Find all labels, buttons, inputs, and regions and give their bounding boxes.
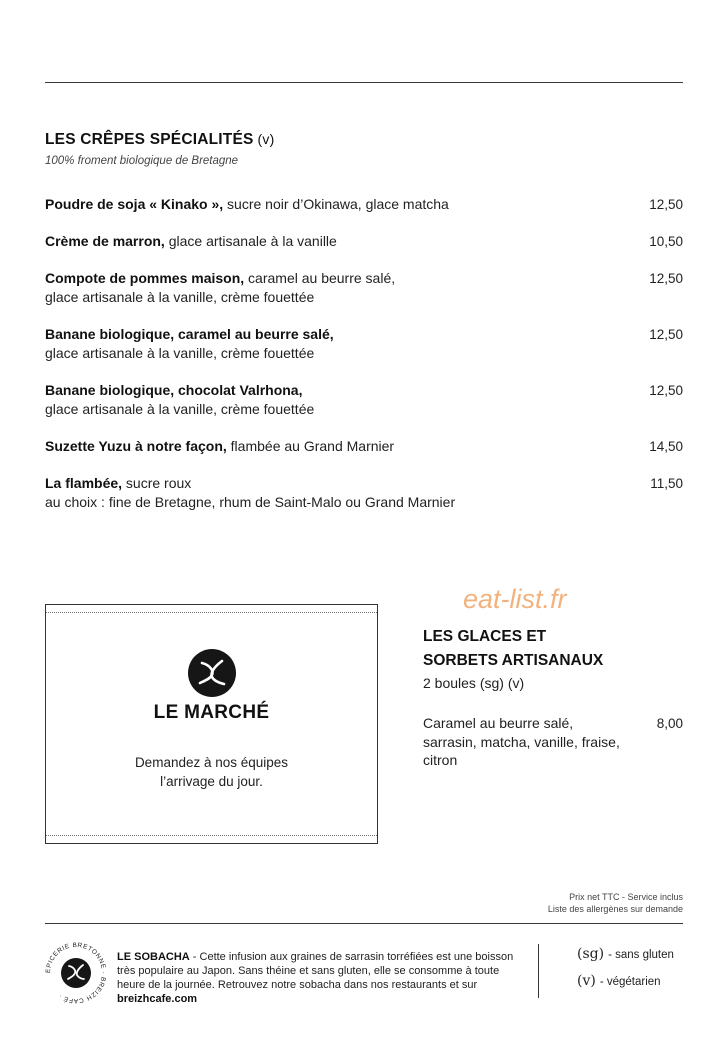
section-title <box>45 131 274 149</box>
legend-gluten-free <box>577 946 674 962</box>
footer-vertical-divider <box>538 944 539 998</box>
le-marche-line2: l’arrivage du jour. <box>160 774 263 789</box>
item-price: 14,50 <box>649 439 683 454</box>
item-description <box>45 232 605 251</box>
item-description <box>45 381 605 419</box>
glaces-description: Caramel au beurre salé, sarrasin, matcha, vanille, fraise, citron <box>423 715 620 768</box>
item-details-line2: glace artisanale à la vanille, crème fouettée <box>45 401 315 417</box>
dotted-divider <box>46 835 377 836</box>
item-price: 12,50 <box>649 197 683 212</box>
item-description <box>45 195 605 214</box>
price-note-line1: Prix net TTC - Service inclus <box>569 892 683 902</box>
menu-item <box>45 437 683 456</box>
legend-vegetarian <box>577 973 661 989</box>
glaces-title-line1: LES GLACES ET <box>423 628 547 645</box>
item-details-line2: glace artisanale à la vanille, crème fouettée <box>45 289 315 305</box>
item-name: Poudre de soja « Kinako », <box>45 196 224 212</box>
item-details: caramel au beurre salé, <box>244 270 396 286</box>
menu-item <box>45 381 683 419</box>
section-title-text: LES CRÊPES SPÉCIALITÉS <box>45 131 254 148</box>
le-marche-box <box>45 604 378 844</box>
watermark: eat-list.fr <box>463 584 567 614</box>
item-name: La flambée, <box>45 475 123 491</box>
item-name: Compote de pommes maison, <box>45 270 245 286</box>
dotted-divider <box>46 612 377 613</box>
item-description <box>45 474 605 512</box>
menu-item <box>45 325 683 363</box>
item-details: flambée au Grand Marnier <box>226 438 395 454</box>
item-details: sucre noir d’Okinawa, glace matcha <box>223 196 449 212</box>
item-description <box>45 269 605 307</box>
item-details-line2: au choix : fine de Bretagne, rhum de Saint-Malo ou Grand Marnier <box>45 494 456 510</box>
glaces-title-line2: SORBETS ARTISANAUX <box>423 652 604 669</box>
le-marche-line1: Demandez à nos équipes <box>134 755 289 770</box>
glaces-title <box>423 625 603 673</box>
item-price: 12,50 <box>649 383 683 398</box>
vegetarian-tag: (v) <box>257 131 275 147</box>
item-description <box>45 325 605 363</box>
section-subtitle: 100% froment biologique de Bretagne <box>45 155 239 167</box>
sobacha-description <box>117 950 517 1006</box>
menu-item <box>45 474 683 512</box>
item-name: Banane biologique, chocolat Valrhona, <box>45 382 303 398</box>
legend-label: - sans gluten <box>608 949 674 961</box>
le-marche-title: LE MARCHÉ <box>153 702 270 723</box>
badge-text: EPICERIE BRETONNE · BREIZH CAFÉ · <box>45 942 107 1004</box>
item-details: sucre roux <box>122 475 192 491</box>
menu-item <box>45 232 683 251</box>
epicerie-bretonne-badge <box>45 942 107 1004</box>
menu-item <box>45 195 683 214</box>
item-price: 12,50 <box>649 271 683 286</box>
legend-code: (v) <box>577 973 596 989</box>
price-note-line2: Liste des allergènes sur demande <box>547 904 683 914</box>
item-price: 12,50 <box>649 327 683 342</box>
top-divider <box>45 82 683 83</box>
legend-label: - végétarien <box>599 976 661 988</box>
le-marche-text <box>46 753 377 791</box>
item-name: Banane biologique, caramel au beurre salé, <box>45 326 334 342</box>
sobacha-title: LE SOBACHA <box>117 951 190 963</box>
glaces-subtitle: 2 boules (sg) (v) <box>423 675 525 691</box>
item-details: glace artisanale à la vanille <box>164 233 337 249</box>
item-details-line2: glace artisanale à la vanille, crème fouettée <box>45 345 315 361</box>
glaces-price: 8,00 <box>656 716 683 731</box>
item-name: Suzette Yuzu à notre façon, <box>45 438 227 454</box>
sobacha-website-link[interactable]: breizhcafe.com <box>117 993 198 1005</box>
menu-item <box>45 269 683 307</box>
legend-code: (sg) <box>577 946 605 962</box>
item-description <box>45 437 605 456</box>
item-price: 11,50 <box>650 476 683 491</box>
breizh-cafe-logo-icon <box>188 649 236 697</box>
sobacha-text: - Cette infusion aux graines de sarrasin torréfiées est une boisson très populaire au Japon. Sans théine et sans gluten, elle se consomme à toute heure de la journée. Retrouvez notre sobacha dans nos restaurants et sur <box>117 951 514 991</box>
item-price: 10,50 <box>649 234 683 249</box>
price-note <box>548 891 683 915</box>
item-name: Crème de marron, <box>45 233 165 249</box>
bottom-divider <box>45 923 683 924</box>
